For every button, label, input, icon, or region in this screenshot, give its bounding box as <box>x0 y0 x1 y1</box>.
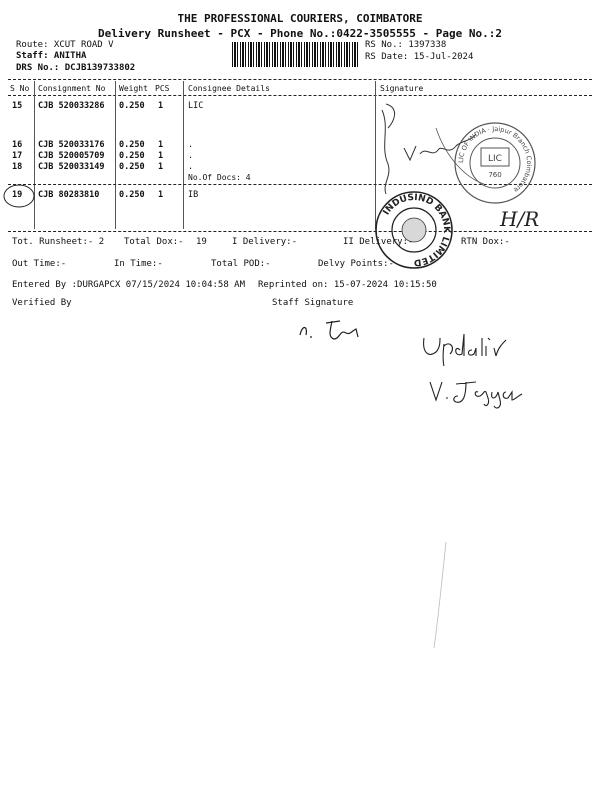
ii-delivery: II Delivery:- <box>343 237 414 247</box>
row-pcs: 1 <box>158 190 164 200</box>
docs-count: No.Of Docs: 4 <box>188 173 251 182</box>
row-consignee: . <box>188 162 194 172</box>
rtn-dox: RTN Dox:- <box>461 237 510 247</box>
paper-mark <box>432 540 452 650</box>
row-sno: 16 <box>12 140 23 150</box>
staff-signature-label: Staff Signature <box>272 298 354 308</box>
lic-stamp <box>452 120 538 206</box>
total-pod: Total POD:- <box>211 259 271 269</box>
column-separator <box>183 81 184 229</box>
row-weight: 0.250 <box>119 101 145 111</box>
col-consignee: Consignee Details <box>188 84 270 93</box>
row-consignee: . <box>188 151 194 161</box>
row-consignee: LIC <box>188 101 204 111</box>
total-dox-label: Total Dox:- <box>124 237 184 247</box>
rs-date: RS Date: 15-Jul-2024 <box>365 52 474 62</box>
tot-runsheet: Tot. Runsheet:- 2 <box>12 237 105 247</box>
row-consignment: CJB 80283810 <box>38 190 100 200</box>
delvy-points: Delvy Points:- <box>318 259 394 269</box>
lic-stamp-ring-text: LIC OF INDIA · Jaipur Branch Coimbatore <box>456 124 534 195</box>
rs-number: RS No.: 1397338 <box>365 40 447 50</box>
lic-stamp-center: LIC <box>488 154 502 164</box>
row-consignment: CJB 520033149 <box>38 162 105 172</box>
divider <box>8 79 592 80</box>
row-sno: 18 <box>12 162 23 172</box>
row-consignee: IB <box>188 190 199 200</box>
row-sno: 17 <box>12 151 23 161</box>
row-pcs: 1 <box>158 162 164 172</box>
handwritten-name <box>426 374 526 410</box>
verified-by: Verified By <box>12 298 72 308</box>
i-delivery: I Delivery:- <box>232 237 298 247</box>
entered-by: Entered By :DURGAPCX 07/15/2024 10:04:58 AM <box>12 280 245 290</box>
company-title: THE PROFESSIONAL COURIERS, COIMBATORE <box>177 12 423 25</box>
row-weight: 0.250 <box>119 140 145 150</box>
col-sno: S No <box>10 84 30 93</box>
row-pcs: 1 <box>158 151 164 161</box>
col-consignment: Consignment No <box>38 84 106 93</box>
col-weight: Weight <box>119 84 148 93</box>
runsheet-subtitle: Delivery Runsheet - PCX - Phone No.:0422-3505555 - Page No.:2 <box>98 27 502 40</box>
column-separator <box>115 81 116 229</box>
staff-label: Staff: ANITHA <box>16 51 87 61</box>
bank-stamp-ring-text: INDUSIND BANK LIMITED <box>381 192 452 268</box>
row-consignee: . <box>188 140 194 150</box>
row-pcs: 1 <box>158 101 164 111</box>
total-dox-value: 19 <box>196 237 207 247</box>
handwritten-circle <box>2 182 38 212</box>
row-sno: 19 <box>12 190 23 200</box>
row-sno: 15 <box>12 101 23 111</box>
divider <box>8 95 592 96</box>
handwritten-updated <box>420 330 510 366</box>
row-pcs: 1 <box>158 140 164 150</box>
in-time: In Time:- <box>114 259 163 269</box>
row-consignment: CJB 520033286 <box>38 101 105 111</box>
drs-number: DRS No.: DCJB139733802 <box>16 63 136 73</box>
row-consignment: CJB 520005709 <box>38 151 105 161</box>
row-weight: 0.250 <box>119 162 145 172</box>
staff-signature <box>296 315 376 345</box>
barcode <box>232 42 360 67</box>
hr-mark: H/R <box>500 207 540 231</box>
row-consignment: CJB 520033176 <box>38 140 105 150</box>
row-weight: 0.250 <box>119 151 145 161</box>
reprinted-on: Reprinted on: 15-07-2024 10:15:50 <box>258 280 437 290</box>
out-time: Out Time:- <box>12 259 67 269</box>
col-signature: Signature <box>380 84 424 93</box>
lic-stamp-number: 760 <box>488 171 502 179</box>
col-pcs: PCS <box>155 84 170 93</box>
row-weight: 0.250 <box>119 190 145 200</box>
route-label: Route: XCUT ROAD V <box>16 40 114 50</box>
